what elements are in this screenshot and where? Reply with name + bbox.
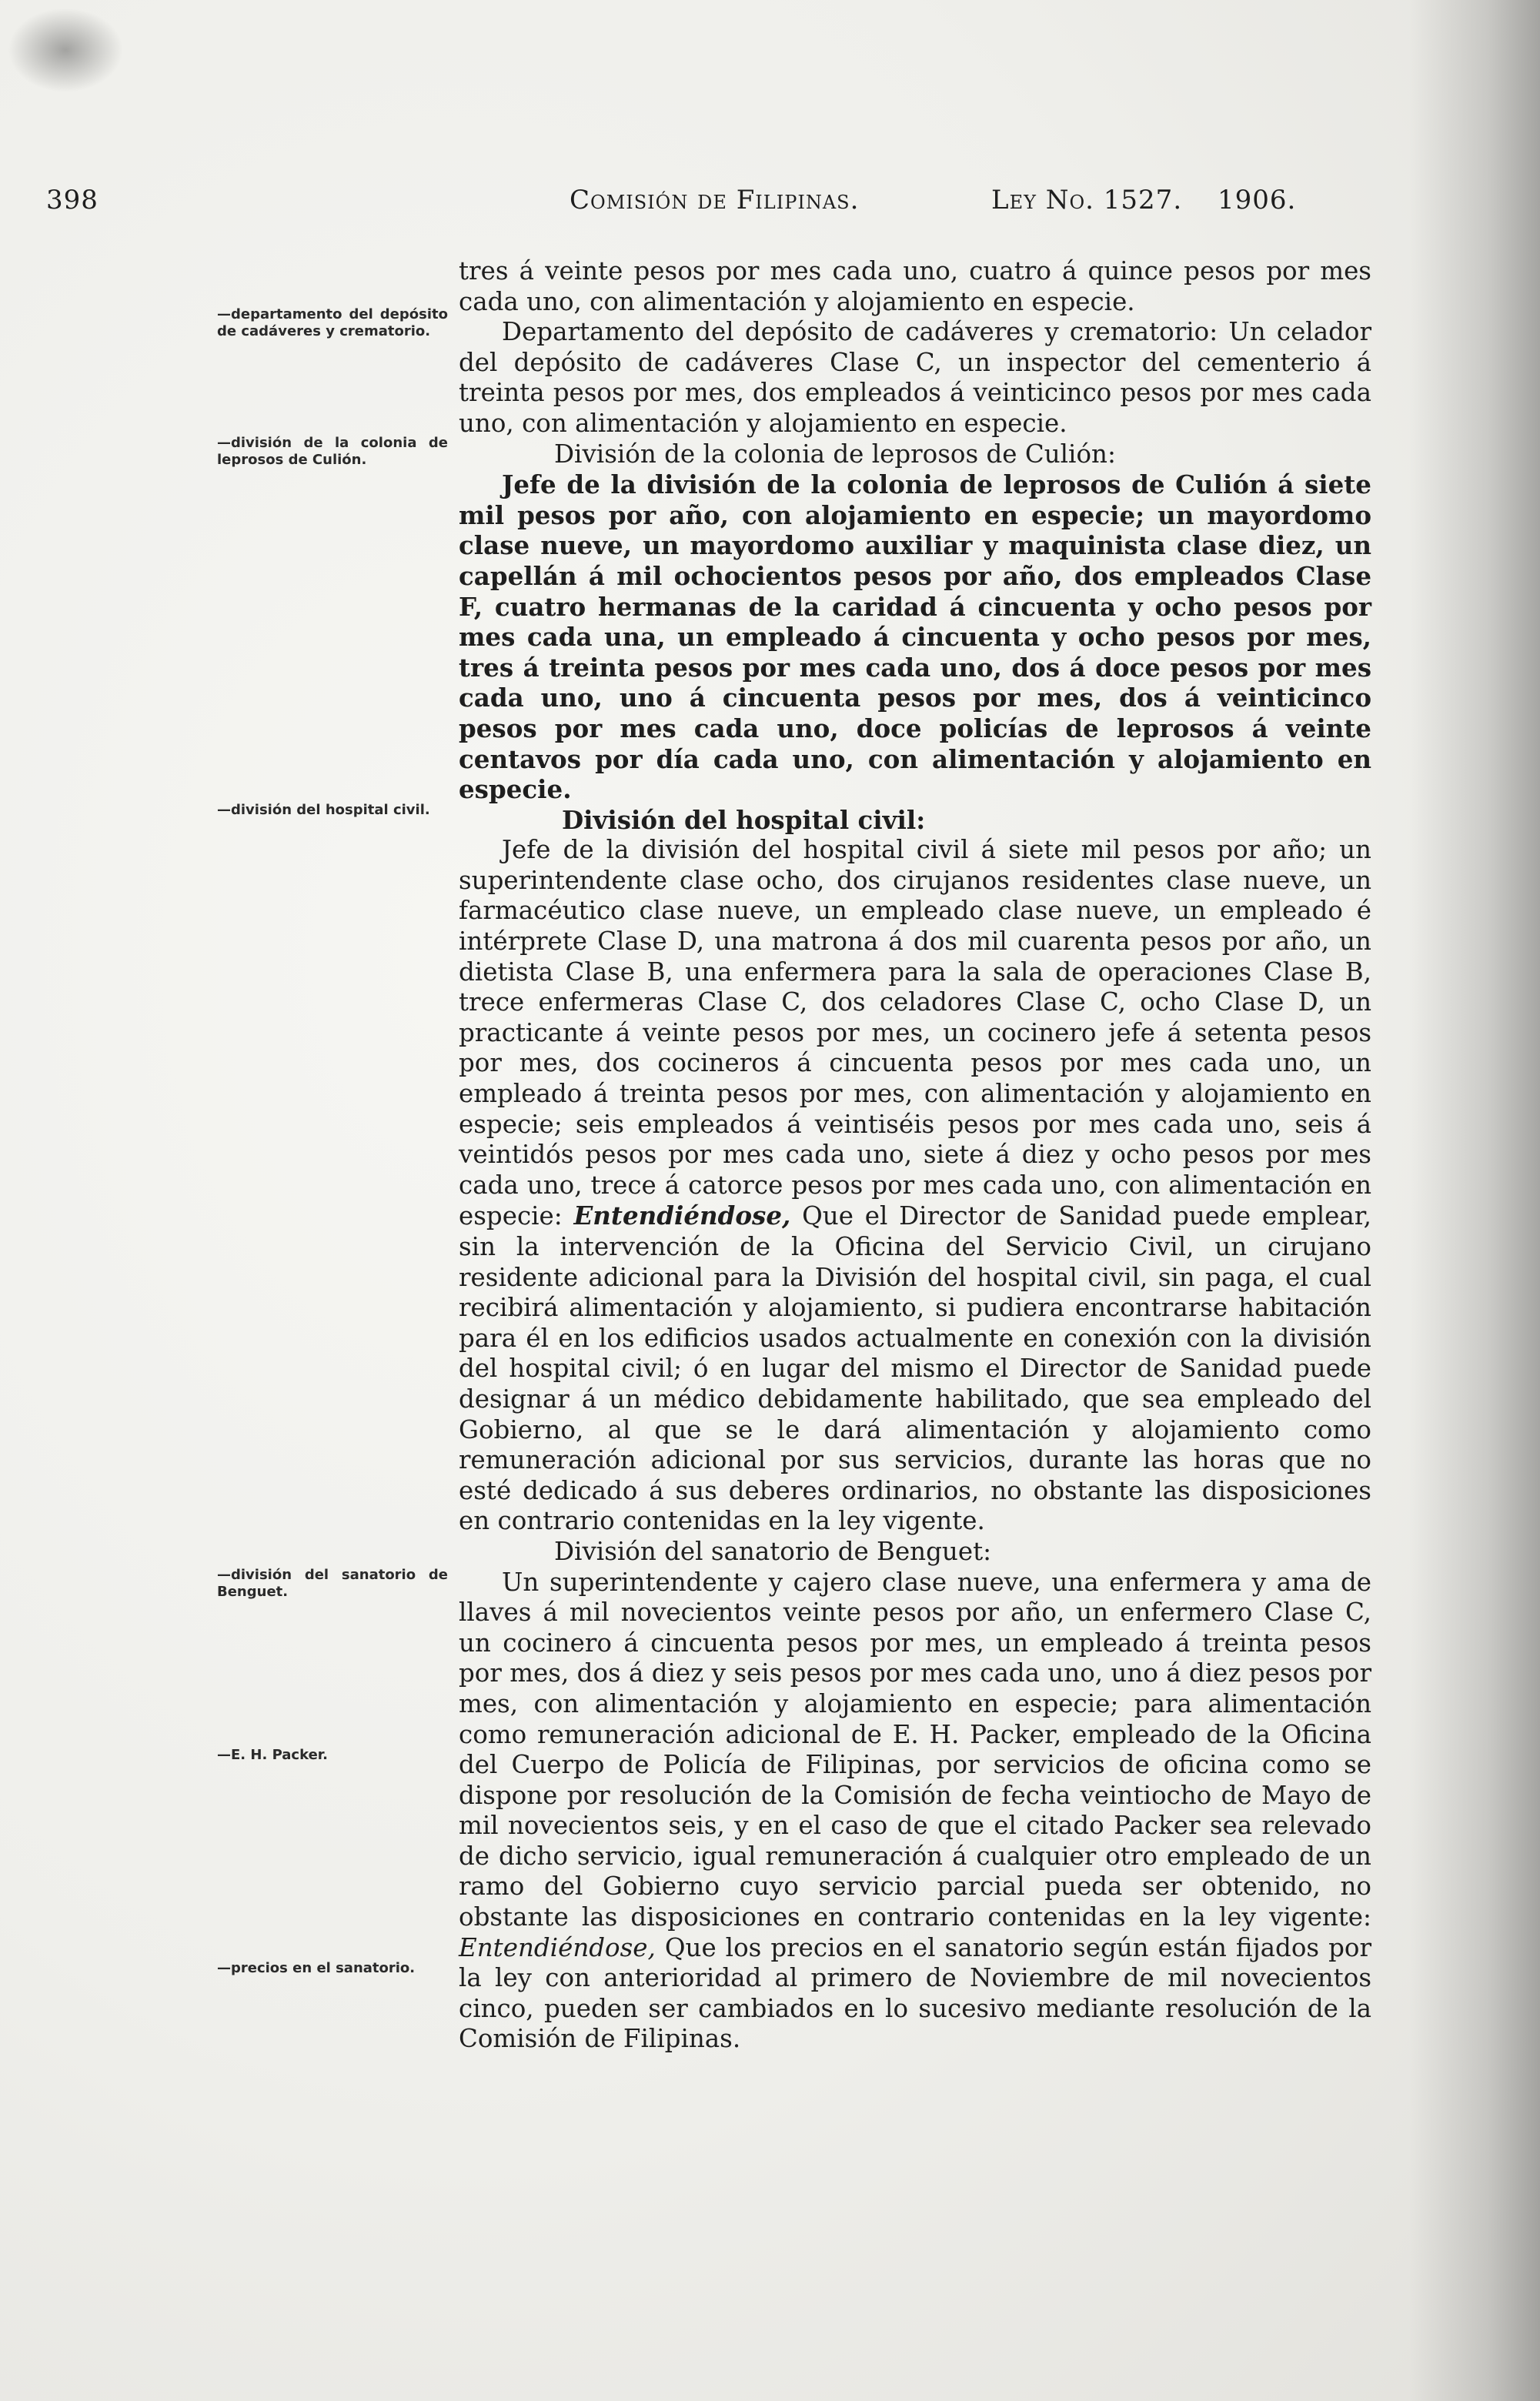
margin-note-packer: —E. H. Packer.: [217, 1747, 328, 1763]
paragraph-benguet-a: Un superintendente y cajero clase nueve, una enfermera y ama de llaves á mil novecientos veinte pesos por año, un enfermero Clase C, un cocinero á cincuenta pesos por mes, un empleado á treinta pesos por mes, dos á diez y seis pesos por mes cada uno, uno á diez pesos por mes, con alimentación y alojamiento en especie; para alimentación como remuneración adicional de E. H. Packer, empleado de la Oficina del Cuerpo de Policía de Filipinas, por servicios de oficina como se dispone por resolución de la Comisión de fecha veintiocho de Mayo de mil novecientos seis, y en el caso de que el citado Packer sea relevado de dicho servicio, igual remuneración á cualquier otro empleado de un ramo del Gobierno cuyo servicio parcial pueda ser obtenido, no obstante las disposiciones en contrario contenidas en la ley vigente:: [459, 1567, 1371, 1932]
running-header: [46, 185, 1355, 231]
paragraph-deposito: Departamento del depósito de cadáveres y crematorio: Un celador del depósito de cadáveres Clase C, un inspector del cementerio á treinta pesos por mes, dos empleados á veinticinco pesos por mes cada uno, con alimentación y alojamiento en especie.: [459, 317, 1371, 438]
margin-note-deposito: —departamento del depósito de cadáveres y crematorio.: [217, 306, 448, 339]
margin-note-precios: —precios en el sanatorio.: [217, 1960, 416, 1976]
page-edge-shadow: [1409, 0, 1540, 2401]
paragraph-hospital-a: Jefe de la división del hospital civil á siete mil pesos por año; un superintendente clase ocho, dos cirujanos residentes clase nueve, un farmacéutico clase nueve, un empleado clase nueve, un empleado é intérprete Clase D, una matrona á dos mil cuarenta pesos por año, un dietista Clase B, una enfermera para la sala de operaciones Clase B, trece enfermeras Clase C, dos celadores Clase C, ocho Clase D, un practicante á veinte pesos por mes, un cocinero jefe á setenta pesos por mes, dos cocineros á cincuenta pesos por mes cada uno, un empleado á treinta pesos por mes, con alimentación y alojamiento en especie; seis empleados á veintiséis pesos por mes cada uno, seis á veintidós pesos por mes cada uno, siete á diez y ocho pesos por mes cada uno, trece á catorce pesos por mes cada uno, con alimentación en especie:: [459, 835, 1371, 1231]
paragraph-hospital-b: Que el Director de Sanidad puede emplear, sin la intervención de la Oficina del Servicio Civil, un cirujano residente adicional para la División del hospital civil, sin paga, el cual recibirá alimentación y alojamiento, si pudiera encontrarse habitación para él en los edificios usados actualmente en conexión con la división del hospital civil; ó en lugar del mismo el Director de Sanidad puede designar á un médico debidamente habilitado, que sea empleado del Gobierno, al que se le dará alimentación y alojamiento como remuneración adicional por sus servicios, durante las horas que no esté dedicado á sus deberes ordinarios, no obstante las disposiciones en contrario contenidas en la ley vigente.: [459, 1201, 1371, 1536]
proviso-hospital: Entendiéndose,: [573, 1200, 791, 1231]
law-number: Ley No. 1527.: [991, 185, 1183, 215]
paragraph-culion: Jefe de la división de la colonia de leprosos de Culión á siete mil pesos por año, con alojamiento en especie; un mayordomo clase nueve, un mayordomo auxiliar y maquinista clase diez, un capellán á mil ochocientos pesos por año, dos empleados Clase F, cuatro hermanas de la caridad á cincuenta y ocho pesos por mes cada una, un empleado á cincuenta y ocho pesos por mes, tres á treinta pesos por mes cada uno, dos á doce pesos por mes cada uno, uno á cincuenta pesos por mes, dos á veinticinco pesos por mes cada uno, doce policías de leprosos á veinte centavos por día cada uno, con alimentación y alojamiento en especie.: [459, 469, 1371, 805]
paragraph-benguet: [459, 1568, 1371, 2055]
margin-note-culion: —división de la colonia de leprosos de Culión.: [217, 435, 448, 468]
heading-hospital: División del hospital civil:: [562, 804, 926, 835]
proviso-benguet: Entendiéndose,: [459, 1932, 656, 1962]
body-text: [459, 256, 1371, 2055]
margin-note-hospital: —división del hospital civil.: [217, 802, 430, 818]
corner-smudge: [8, 8, 123, 92]
heading-benguet: División del sanatorio de Benguet:: [554, 1536, 992, 1566]
paragraph-hospital: [459, 835, 1371, 1537]
page-number: 398: [46, 185, 99, 215]
header-year: 1906.: [1218, 185, 1297, 215]
paragraph-continuation: tres á veinte pesos por mes cada uno, cuatro á quince pesos por mes cada uno, con alimentación y alojamiento en especie.: [459, 256, 1371, 316]
margin-note-benguet: —división del sanatorio de Benguet.: [217, 1567, 448, 1600]
paragraph-benguet-b: Que los precios en el sanatorio según están fijados por la ley con anterioridad al primero de Noviembre de mil novecientos cinco, pueden ser cambiados en lo sucesivo mediante resolución de la Comisión de Filipinas.: [459, 1932, 1371, 2054]
heading-culion: División de la colonia de leprosos de Culión:: [554, 439, 1116, 469]
header-title: Comisión de Filipinas.: [570, 185, 860, 215]
